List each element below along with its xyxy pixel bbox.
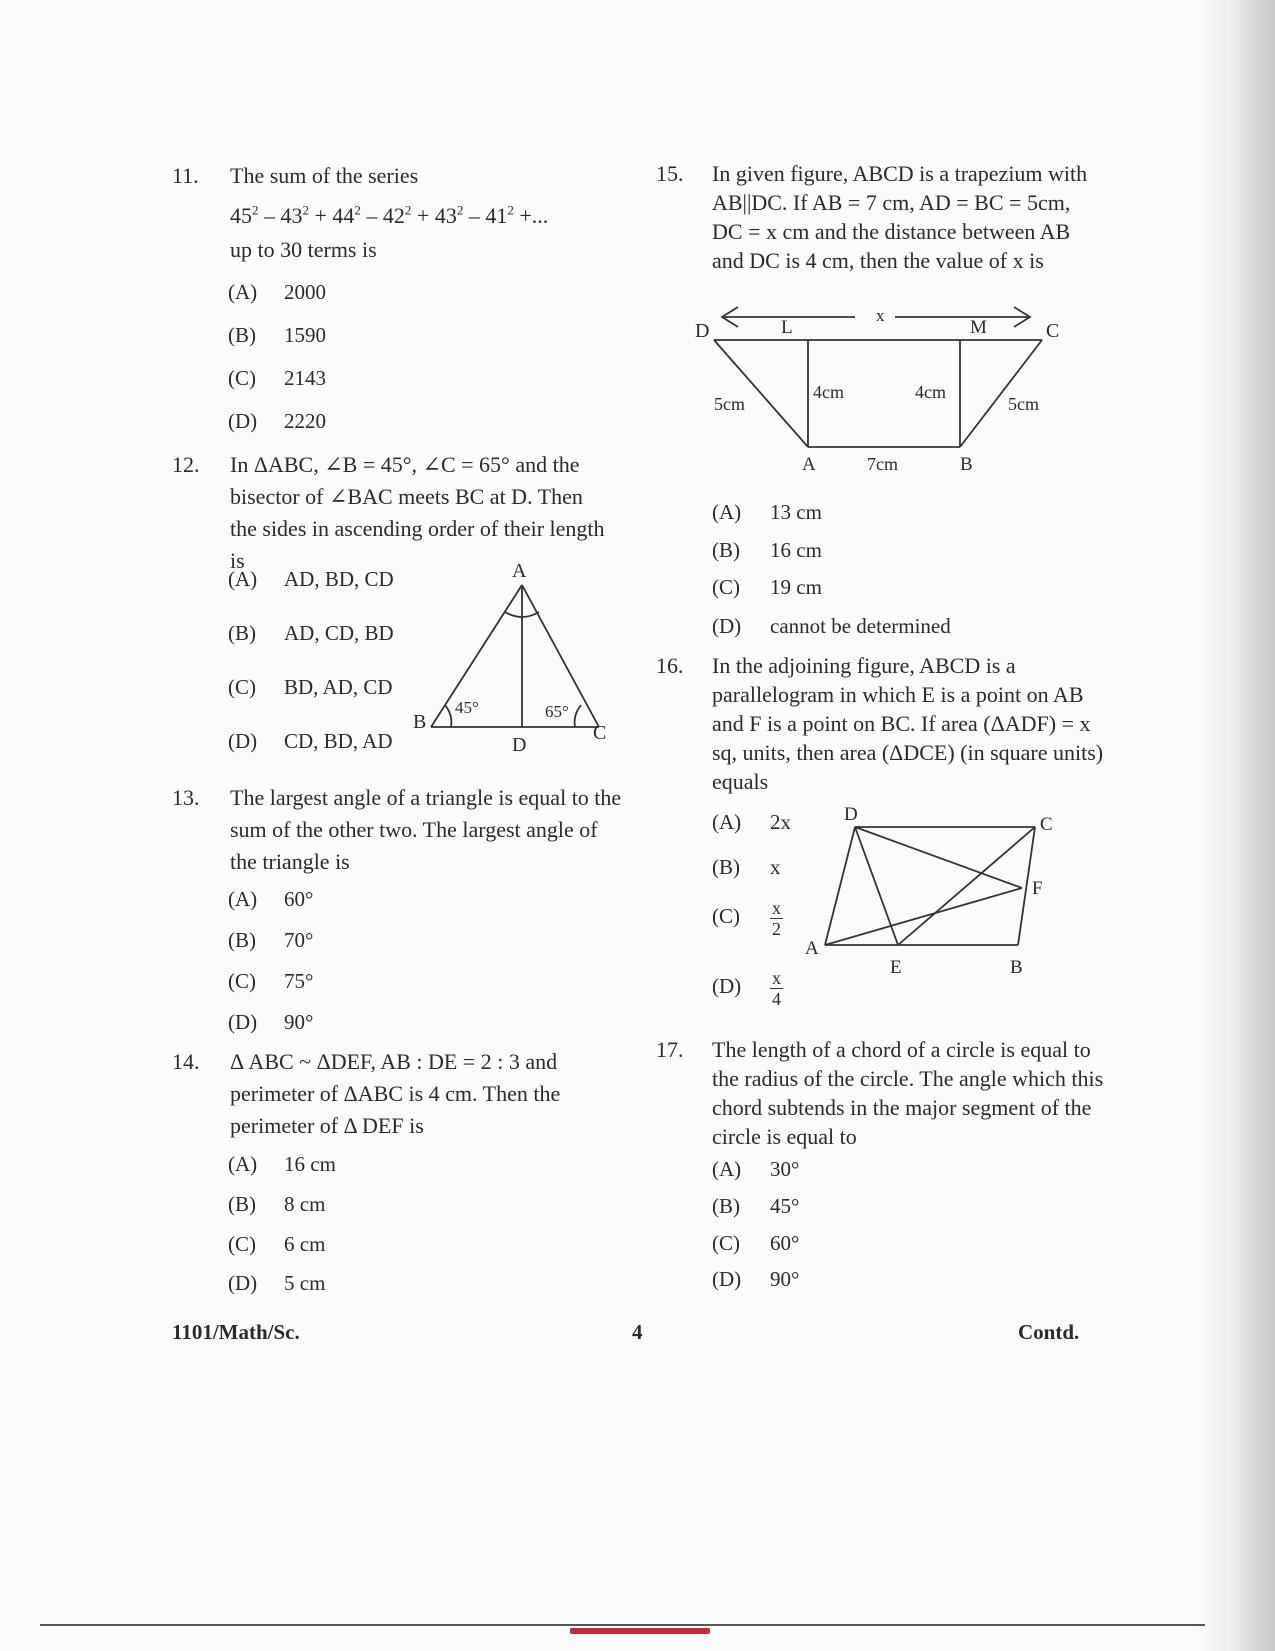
option-c[interactable]: (C) 75° (228, 969, 314, 993)
question-15 (656, 158, 1106, 288)
question-line: chord subtends in the major segment of the (712, 1095, 1092, 1120)
label-b: B (1010, 957, 1023, 978)
question-line: circle is equal to (712, 1124, 857, 1149)
question-line: perimeter of ΔABC is 4 cm. Then the (230, 1081, 561, 1106)
question-line: and F is a point on BC. If area (ΔADF) = x (712, 711, 1091, 736)
trapezium-figure (690, 295, 1090, 480)
option-b[interactable]: (B) 8 cm (228, 1192, 326, 1216)
question-number: 16. (656, 653, 684, 678)
question-line: The largest angle of a triangle is equal to the (230, 785, 622, 810)
question-line: Δ ABC ~ ΔDEF, AB : DE = 2 : 3 and (230, 1049, 558, 1074)
label-b: B (413, 711, 427, 733)
question-number: 17. (656, 1037, 684, 1062)
label-angle-b: 45° (455, 698, 479, 717)
side-ad (825, 827, 855, 945)
page-shadow (1197, 0, 1227, 1651)
option-a[interactable]: (A) 60° (228, 887, 314, 911)
paper-code: 1101/Math/Sc. (172, 1320, 300, 1344)
label-d: D (512, 734, 527, 756)
option-c[interactable]: (C) $\frac{x}{2}$ (712, 898, 781, 939)
label-x: x (876, 306, 885, 325)
option-a[interactable]: (A) AD, BD, CD (228, 567, 394, 591)
option-b[interactable]: (B) 70° (228, 928, 314, 952)
question-12 (172, 449, 622, 573)
segment-df (855, 827, 1022, 888)
parallelogram-figure (800, 800, 1060, 980)
question-line: the triangle is (230, 849, 350, 874)
option-c[interactable]: (C) 19 cm (712, 575, 822, 599)
label-a: A (512, 560, 527, 582)
question-line: perimeter of Δ DEF is (230, 1113, 424, 1138)
series-expression: $45^2 - 43^2 + 44^2 - 42^2 + 43^2 - 41^2$ +... (230, 202, 549, 228)
question-14 (172, 1046, 622, 1146)
question-line: sq, units, then area (ΔDCE) (in square units) (712, 740, 1104, 765)
label-d: D (844, 804, 858, 825)
question-line: the radius of the circle. The angle which this (712, 1066, 1104, 1091)
option-d[interactable]: (D) 5 cm (228, 1271, 326, 1295)
question-line: parallelogram in which E is a point on AB (712, 682, 1084, 707)
option-c[interactable]: (C) 6 cm (228, 1232, 326, 1256)
label-l: L (781, 317, 793, 338)
option-a[interactable]: (A) 2x (712, 810, 791, 834)
option-a[interactable]: (A) 13 cm (712, 500, 822, 524)
angle-arc-c (575, 705, 581, 727)
label-a: A (802, 454, 816, 475)
label-side-ad: 5cm (714, 394, 745, 414)
option-a[interactable]: (A) 2000 (228, 280, 326, 304)
label-c: C (593, 722, 607, 744)
label-a: A (805, 938, 819, 959)
question-11 (172, 160, 622, 270)
label-m: M (970, 317, 987, 338)
question-line: In ΔABC, ∠B = 45°, ∠C = 65° and the (230, 452, 580, 477)
label-side-bc: 5cm (1008, 394, 1039, 414)
angle-arc-b (445, 705, 451, 727)
segment-af (825, 888, 1022, 945)
fraction-x-over-4: $\frac{x}{4}$ (772, 968, 781, 1009)
label-angle-c: 65° (545, 702, 569, 721)
fraction-x-over-2: $\frac{x}{2}$ (772, 898, 781, 939)
option-a[interactable]: (A) 16 cm (228, 1152, 336, 1176)
label-height-2: 4cm (915, 382, 946, 402)
option-b[interactable]: (B) 1590 (228, 323, 326, 347)
option-d[interactable]: (D) CD, BD, AD (228, 729, 393, 753)
option-d[interactable]: (D) 90° (228, 1010, 314, 1034)
option-c[interactable]: (C) 60° (712, 1231, 800, 1255)
question-line: In the adjoining figure, ABCD is a (712, 653, 1016, 678)
question-line: DC = x cm and the distance between AB (712, 219, 1071, 244)
triangle-figure (405, 555, 630, 760)
option-d[interactable]: (D) cannot be determined (712, 614, 951, 638)
option-b[interactable]: (B) 16 cm (712, 538, 822, 562)
label-c: C (1040, 814, 1053, 835)
option-d[interactable]: (D) $\frac{x}{4}$ (712, 968, 781, 1009)
label-e: E (890, 957, 902, 978)
question-line: sum of the other two. The largest angle of (230, 817, 598, 842)
option-c[interactable]: (C) 2143 (228, 366, 326, 390)
question-line: In given figure, ABCD is a trapezium with (712, 161, 1088, 186)
label-b: B (960, 454, 973, 475)
question-16 (656, 650, 1106, 800)
red-binding-mark (570, 1628, 710, 1634)
question-number: 14. (172, 1049, 200, 1074)
question-text-2: up to 30 terms is (230, 237, 377, 262)
option-d[interactable]: (D) 2220 (228, 409, 326, 433)
option-b[interactable]: (B) x (712, 855, 781, 879)
label-side-ab: 7cm (867, 454, 898, 474)
option-a[interactable]: (A) 30° (712, 1157, 800, 1181)
question-number: 12. (172, 452, 200, 477)
question-13 (172, 782, 622, 882)
question-text: The sum of the series (230, 163, 419, 188)
option-b[interactable]: (B) AD, CD, BD (228, 621, 394, 645)
question-line: The length of a chord of a circle is equal to (712, 1037, 1091, 1062)
bottom-rule (40, 1624, 1205, 1626)
question-line: equals (712, 769, 769, 794)
page-edge (1227, 0, 1275, 1651)
question-number: 15. (656, 161, 684, 186)
question-line: the sides in ascending order of their length is (230, 516, 605, 573)
question-number: 11. (172, 163, 199, 188)
question-17 (656, 1034, 1106, 1154)
label-height-1: 4cm (813, 382, 844, 402)
question-line: and DC is 4 cm, then the value of x is (712, 248, 1044, 273)
option-c[interactable]: (C) BD, AD, CD (228, 675, 393, 699)
label-d: D (695, 320, 710, 342)
segment-de (855, 827, 898, 945)
question-line: bisector of ∠BAC meets BC at D. Then (230, 484, 583, 509)
page-number: 4 (632, 1320, 643, 1344)
option-d[interactable]: (D) 90° (712, 1267, 800, 1291)
question-number: 13. (172, 785, 200, 810)
option-b[interactable]: (B) 45° (712, 1194, 800, 1218)
question-line: AB||DC. If AB = 7 cm, AD = BC = 5cm, (712, 190, 1071, 215)
label-c: C (1046, 320, 1060, 342)
continued-label: Contd. (1018, 1320, 1080, 1344)
label-f: F (1032, 878, 1043, 899)
